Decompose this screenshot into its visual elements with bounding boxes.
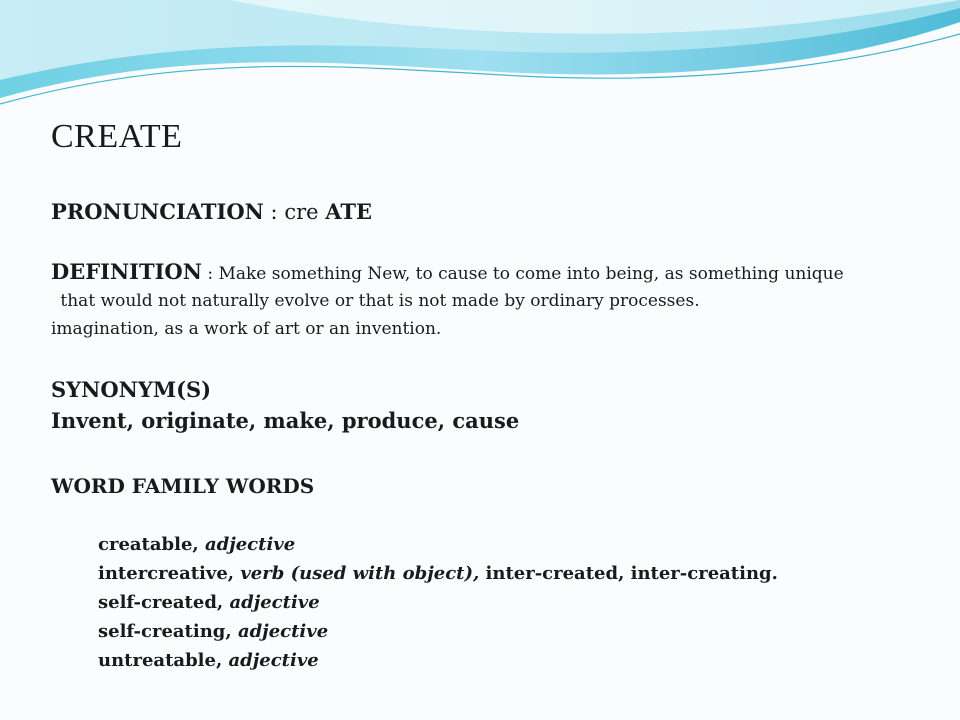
family-word: self-created [98, 592, 217, 613]
pronunciation-separator: : [263, 200, 285, 224]
pronunciation-prefix: cre [284, 200, 326, 224]
part-of-speech: adjective [229, 592, 320, 613]
list-item [98, 590, 938, 619]
synonyms-text: Invent, originate, make, produce, cause [51, 408, 520, 433]
family-separator: , [216, 592, 230, 613]
word-family-list [98, 532, 938, 677]
synonyms-label [51, 377, 211, 402]
list-item [98, 532, 938, 561]
family-separator: , [227, 563, 241, 584]
part-of-speech: adjective [204, 534, 296, 555]
word-family-label: WORD FAMILY WORDS [51, 474, 315, 498]
family-extra: inter-created, inter-creating. [479, 563, 778, 584]
page-title: CREATE [51, 118, 183, 155]
pronunciation-label: PRONUNCIATION [51, 199, 264, 224]
pronunciation-stress: ATE [325, 199, 372, 224]
family-word: self-creating [98, 621, 226, 642]
synonyms-label-text: SYNONYM(S) [51, 377, 212, 402]
definition-text-3: imagination, as a work of art or an invention. [51, 319, 442, 339]
part-of-speech: adjective [237, 621, 329, 642]
definition-line-1 [51, 259, 844, 284]
list-item [98, 619, 938, 648]
definition-text-2: that would not naturally evolve or that is not made by ordinary processes. [55, 291, 700, 311]
family-separator: , [225, 621, 238, 642]
family-separator: , [215, 650, 229, 671]
family-separator: , [192, 534, 205, 555]
family-word: creatable [98, 534, 193, 555]
definition-label: DEFINITION [51, 259, 202, 284]
list-item [98, 648, 938, 677]
definition-text-1: Make something New, to cause to come into being, as something unique [218, 264, 844, 284]
part-of-speech: adjective [228, 650, 319, 671]
definition-separator: : [201, 264, 219, 284]
family-word: untreatable [98, 650, 216, 671]
family-word: intercreative [98, 563, 228, 584]
list-item [98, 561, 938, 590]
pronunciation-line [51, 199, 372, 224]
part-of-speech: verb (used with object), [240, 563, 480, 584]
